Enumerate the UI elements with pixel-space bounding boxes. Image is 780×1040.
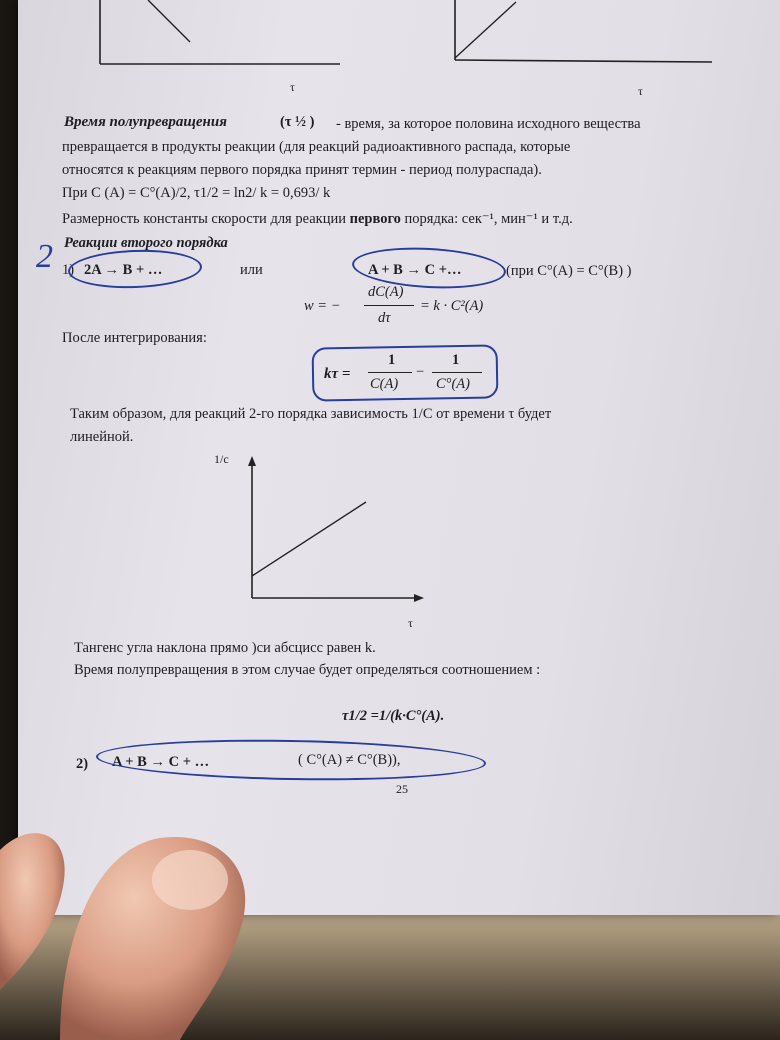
halflife2-text: Время полупревращения в этом случае будет определяться соотношением : (74, 662, 541, 678)
fingernail (152, 850, 228, 910)
handwritten-2-mark: 2 (36, 238, 53, 275)
graph-y-label: 1/c (214, 452, 229, 466)
dimension-line (62, 211, 573, 228)
halflife2-formula: τ1/2 =1/(k·C°(A). (342, 708, 445, 724)
top-graphs (18, 0, 780, 100)
item1-number: 1) (62, 262, 75, 278)
item2-number: 2) (76, 756, 89, 772)
top-left-curve (148, 0, 190, 42)
item2-reaction: A + B → C + … (112, 754, 210, 770)
textbook-page (18, 0, 780, 915)
graph-line (252, 502, 366, 576)
graph-x-label: τ (408, 616, 413, 630)
conclusion-line2: линейной. (70, 429, 134, 445)
halflife-line1: - время, за которое половина исходного вещества (336, 116, 641, 132)
dimension-text-before: Размерность константы скорости для реакции (62, 211, 350, 227)
ink-circle-item2 (96, 737, 487, 784)
halflife-line3: относятся к реакциям первого порядка принят термин - период полураспада). (62, 162, 542, 178)
int-den2: C°(A) (436, 376, 470, 392)
halflife-line2: превращается в продукты реакции (для реакций радиоактивного распада, которые (62, 139, 571, 155)
graph-1-over-c (238, 452, 428, 612)
tangent-text: Тангенс угла наклона прямо )си абсцисс равен k. (74, 640, 376, 656)
dimension-bold-word: первого (349, 211, 401, 227)
rate-fraction-bar (364, 305, 414, 306)
conclusion-line1: Таким образом, для реакций 2-го порядка зависимость 1/C от времени τ будет (70, 406, 552, 422)
ink-box-integrated-law (312, 344, 499, 401)
ink-circle-reaction-a (67, 248, 202, 291)
top-right-x-axis (455, 60, 712, 62)
finger-left (0, 833, 65, 990)
halflife-term: Время полупревращения (64, 114, 227, 130)
dimension-text-after: порядка: сек⁻¹, мин⁻¹ и т.д. (400, 211, 573, 227)
second-order-heading: Реакции второго порядка (64, 235, 228, 251)
after-integration: После интегрирования: (62, 330, 207, 346)
item2-condition: ( C°(A) ≠ C°(B)), (298, 752, 401, 768)
reaction-a-plus-b: A + B → C +… (368, 262, 462, 278)
top-right-x-label: τ (638, 84, 643, 98)
rate-w: w = − (304, 298, 341, 314)
top-right-curve (455, 2, 516, 58)
int-den1: C(A) (370, 376, 399, 392)
rate-rhs: = k · C²(A) (420, 298, 484, 314)
item1-condition: (при C°(A) = C°(B) ) (506, 263, 632, 279)
halflife-symbol: (τ ½ ) (280, 114, 315, 130)
rate-denominator: dτ (378, 310, 391, 326)
top-left-x-label: τ (290, 80, 295, 94)
rate-numerator: dC(A) (368, 284, 404, 300)
int-minus: − (416, 364, 425, 380)
graph-x-arrow (414, 594, 424, 602)
fingers-photo-foreground (0, 820, 300, 1040)
page-number: 25 (396, 782, 408, 796)
int-num1: 1 (388, 352, 396, 368)
halflife-formula: При C (A) = C°(A)/2, τ1/2 = ln2/ k = 0,693/ k (62, 185, 331, 201)
reaction-2a: 2A → B + … (84, 262, 163, 278)
int-num2: 1 (452, 352, 460, 368)
or-word: или (240, 262, 263, 278)
int-lhs: kτ = (324, 366, 351, 382)
